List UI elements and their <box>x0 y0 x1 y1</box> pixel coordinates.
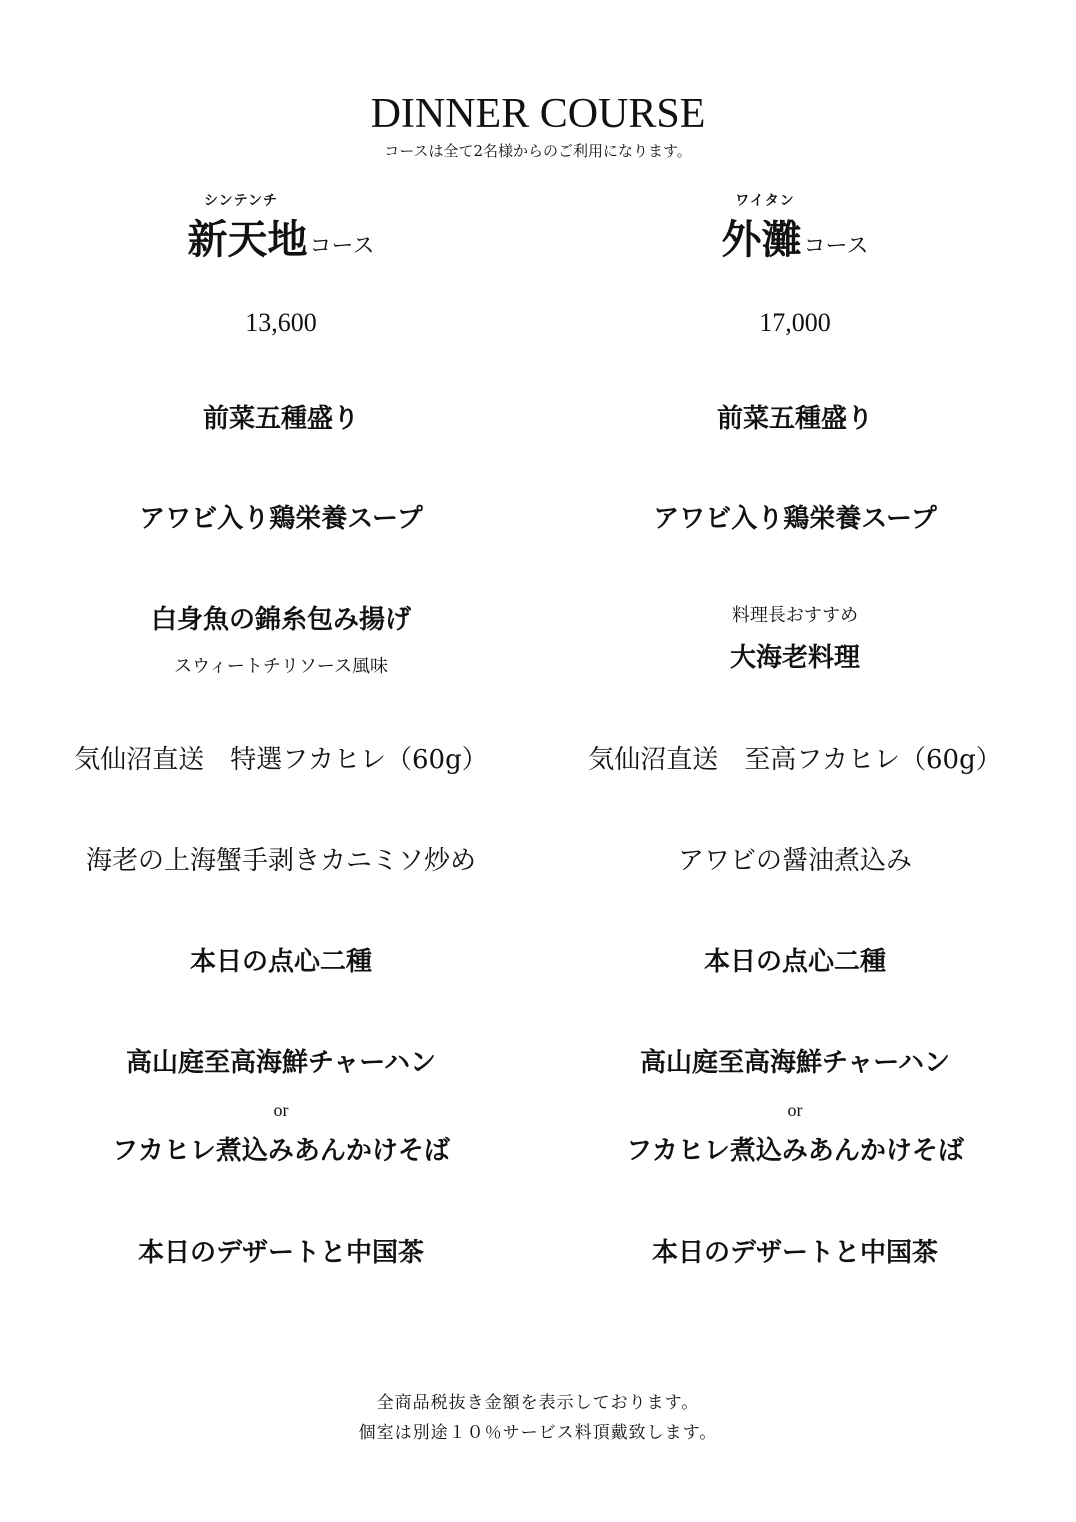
menu-item-rice: 高山庭至高海鮮チャーハン <box>640 1048 950 1078</box>
menu-item-dimsum: 本日の点心二種 <box>703 947 886 977</box>
menu-item-noodle: フカヒレ煮込みあんかけそば <box>112 1136 450 1166</box>
menu-item-dessert: 本日のデザートと中国茶 <box>137 1238 424 1268</box>
course-price: 13,600 <box>245 308 317 337</box>
menu-item-main: アワビの醤油煮込み <box>677 846 912 876</box>
page-title: DINNER COURSE <box>370 91 706 137</box>
menu-item-soup: アワビ入り鶏栄養スープ <box>139 504 423 534</box>
course-name <box>12 210 550 278</box>
menu-item-dimsum: 本日の点心二種 <box>189 947 372 977</box>
course-name-main: 新天地 <box>187 216 308 263</box>
menu-item-appetizer: 前菜五種盛り <box>202 404 359 434</box>
course-name-main: 外灘 <box>721 216 802 263</box>
menu-item-or: or <box>273 1100 289 1120</box>
tax-note: 全商品税抜き金額を表示しております。 <box>376 1393 700 1413</box>
course-waitan <box>526 0 1064 1522</box>
course-name-suffix: コース <box>803 234 869 259</box>
menu-item-fish-note: スウィートチリソース風味 <box>173 656 389 677</box>
course-name <box>526 210 1064 278</box>
menu-item-rice: 高山庭至高海鮮チャーハン <box>126 1048 436 1078</box>
menu-item-shark-fin: 気仙沼直送 至高フカヒレ（60g） <box>588 745 1002 775</box>
menu-item-or: or <box>787 1100 803 1120</box>
menu-item-shark-fin: 気仙沼直送 特選フカヒレ（60g） <box>74 745 488 775</box>
course-name-reading: ワイタン <box>735 193 795 209</box>
menu-item-chef-note: 料理長おすすめ <box>731 605 859 626</box>
page-subtitle: コースは全て2名様からのご利用になります。 <box>384 142 692 160</box>
menu-item-fish: 白身魚の錦糸包み揚げ <box>150 605 411 635</box>
menu-footer <box>0 1388 1076 1448</box>
course-price: 17,000 <box>759 308 831 337</box>
course-name-suffix: コース <box>309 234 375 259</box>
service-charge-note: 個室は別途１０％サービス料頂戴致します。 <box>358 1423 718 1443</box>
menu-item-lobster: 大海老料理 <box>729 643 860 673</box>
menu-item-appetizer: 前菜五種盛り <box>716 404 873 434</box>
course-name-reading: シンテンチ <box>204 193 278 209</box>
menu-item-dessert: 本日のデザートと中国茶 <box>651 1238 938 1268</box>
menu-item-soup: アワビ入り鶏栄養スープ <box>653 504 937 534</box>
menu-item-main: 海老の上海蟹手剥きカニミソ炒め <box>85 846 476 876</box>
menu-item-noodle: フカヒレ煮込みあんかけそば <box>626 1136 964 1166</box>
course-shintenchi <box>12 0 550 1522</box>
